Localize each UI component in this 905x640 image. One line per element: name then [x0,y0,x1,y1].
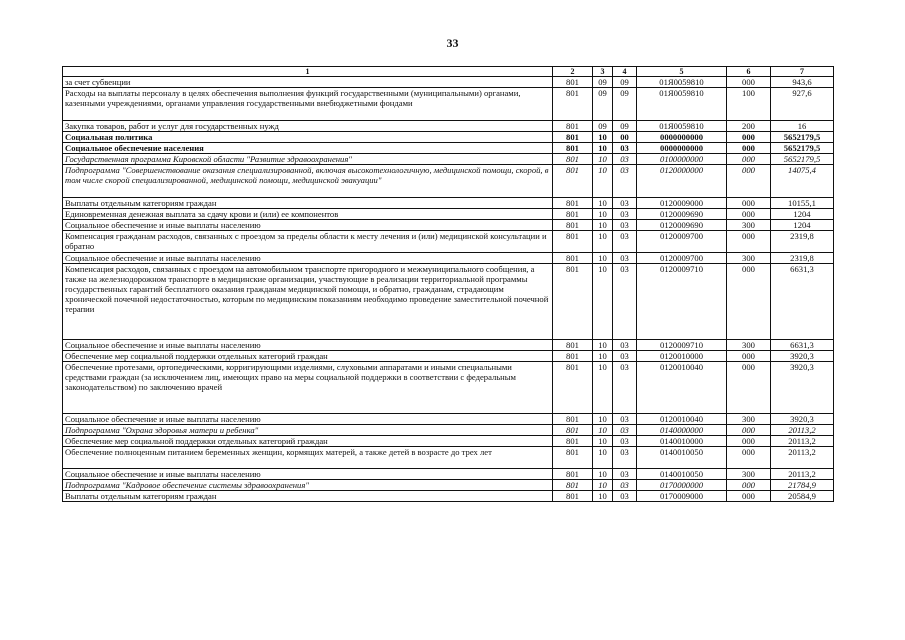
row-name-cell: Подпрограмма "Охрана здоровья матери и ребенка" [63,425,553,436]
table-row [63,220,834,231]
row-name-cell: Расходы на выплаты персоналу в целях обеспечения выполнения функций государственными (муниципальными) органами, казенными учреждениями, органами управления государственными внебюджетными фондами [63,88,553,121]
row-code-cell: 801 [553,436,593,447]
row-expense-type-cell: 200 [727,121,771,132]
row-code-cell: 801 [553,253,593,264]
table-row [63,143,834,154]
row-expense-type-cell: 300 [727,220,771,231]
row-amount-cell: 6631,3 [771,340,834,351]
row-section-cell: 10 [593,165,613,198]
row-code-cell: 801 [553,121,593,132]
row-code-cell: 801 [553,143,593,154]
row-code-cell: 801 [553,414,593,425]
row-amount-cell: 2319,8 [771,231,834,253]
row-section-cell: 09 [593,121,613,132]
row-expense-type-cell: 000 [727,198,771,209]
row-expense-type-cell: 300 [727,469,771,480]
row-expense-type-cell: 000 [727,143,771,154]
row-expense-type-cell: 000 [727,425,771,436]
row-code-cell: 801 [553,447,593,469]
row-section-cell: 10 [593,436,613,447]
row-amount-cell: 943,6 [771,77,834,88]
row-subsection-cell: 03 [613,220,637,231]
row-amount-cell: 10155,1 [771,198,834,209]
row-code-cell: 801 [553,264,593,340]
page-number: 33 [446,36,459,50]
row-target-article-cell: 0140010050 [637,469,727,480]
row-subsection-cell: 03 [613,362,637,414]
row-target-article-cell: 0170000000 [637,480,727,491]
header-col-5: 5 [637,67,727,77]
row-section-cell: 10 [593,469,613,480]
row-subsection-cell: 03 [613,480,637,491]
row-section-cell: 10 [593,480,613,491]
row-subsection-cell: 03 [613,414,637,425]
row-section-cell: 10 [593,414,613,425]
row-subsection-cell: 03 [613,209,637,220]
row-section-cell: 10 [593,209,613,220]
row-expense-type-cell: 000 [727,362,771,414]
table-row [63,340,834,351]
row-name-cell: Подпрограмма "Совершенствование оказания специализированной, включая высокотехнологичную, медицинской помощи, скорой, в том числе скорой специализированной, медицинской помощи, медицинской эвакуации" [63,165,553,198]
row-target-article-cell: 0140000000 [637,425,727,436]
header-col-7: 7 [771,67,834,77]
row-subsection-cell: 03 [613,425,637,436]
row-section-cell: 10 [593,491,613,502]
row-code-cell: 801 [553,480,593,491]
row-amount-cell: 5652179,5 [771,154,834,165]
row-section-cell: 10 [593,351,613,362]
row-name-cell: Единовременная денежная выплата за сдачу крови и (или) ее компонентов [63,209,553,220]
row-subsection-cell: 00 [613,132,637,143]
row-amount-cell: 1204 [771,220,834,231]
table-row [63,121,834,132]
row-code-cell: 801 [553,198,593,209]
row-expense-type-cell: 000 [727,209,771,220]
row-target-article-cell: 0120009710 [637,264,727,340]
row-code-cell: 801 [553,491,593,502]
table-row [63,77,834,88]
row-amount-cell: 14075,4 [771,165,834,198]
row-name-cell: Закупка товаров, работ и услуг для государственных нужд [63,121,553,132]
header-col-6: 6 [727,67,771,77]
table-row [63,436,834,447]
row-subsection-cell: 03 [613,143,637,154]
row-target-article-cell: 0120009690 [637,209,727,220]
row-section-cell: 10 [593,362,613,414]
row-name-cell: Обеспечение мер социальной поддержки отдельных категорий граждан [63,351,553,362]
row-amount-cell: 16 [771,121,834,132]
row-name-cell: за счет субвенции [63,77,553,88]
row-subsection-cell: 03 [613,340,637,351]
row-target-article-cell: 01Я0059810 [637,88,727,121]
table-row [63,253,834,264]
row-target-article-cell: 0000000000 [637,132,727,143]
table-row [63,425,834,436]
row-amount-cell: 20113,2 [771,469,834,480]
row-amount-cell: 3920,3 [771,414,834,425]
row-subsection-cell: 09 [613,77,637,88]
row-section-cell: 10 [593,264,613,340]
table-row [63,447,834,469]
row-target-article-cell: 0140010000 [637,436,727,447]
table-row [63,414,834,425]
row-target-article-cell: 0000000000 [637,143,727,154]
row-target-article-cell: 0120010040 [637,414,727,425]
row-amount-cell: 3920,3 [771,362,834,414]
row-target-article-cell: 0120009700 [637,253,727,264]
row-section-cell: 10 [593,231,613,253]
row-subsection-cell: 03 [613,469,637,480]
row-name-cell: Обеспечение полноценным питанием беременных женщин, кормящих матерей, а также детей в возрасте до трех лет [63,447,553,469]
row-expense-type-cell: 000 [727,231,771,253]
row-expense-type-cell: 000 [727,491,771,502]
row-subsection-cell: 03 [613,436,637,447]
row-code-cell: 801 [553,220,593,231]
row-amount-cell: 21784,9 [771,480,834,491]
table-row [63,198,834,209]
row-expense-type-cell: 000 [727,154,771,165]
table-row [63,264,834,340]
row-target-article-cell: 0140010050 [637,447,727,469]
row-code-cell: 801 [553,340,593,351]
row-name-cell: Подпрограмма "Кадровое обеспечение системы здравоохранения" [63,480,553,491]
row-code-cell: 801 [553,88,593,121]
row-amount-cell: 927,6 [771,88,834,121]
row-section-cell: 10 [593,132,613,143]
row-subsection-cell: 03 [613,264,637,340]
row-section-cell: 10 [593,198,613,209]
row-name-cell: Социальное обеспечение и иные выплаты населению [63,469,553,480]
header-col-1: 1 [63,67,553,77]
row-expense-type-cell: 000 [727,165,771,198]
row-target-article-cell: 01Я0059810 [637,77,727,88]
row-code-cell: 801 [553,77,593,88]
row-target-article-cell: 0120009700 [637,231,727,253]
table-body [63,77,834,502]
row-amount-cell: 5652179,5 [771,132,834,143]
table-row [63,362,834,414]
row-expense-type-cell: 000 [727,264,771,340]
row-subsection-cell: 03 [613,154,637,165]
row-name-cell: Выплаты отдельным категориям граждан [63,491,553,502]
row-amount-cell: 20113,2 [771,436,834,447]
row-name-cell: Выплаты отдельным категориям граждан [63,198,553,209]
header-col-3: 3 [593,67,613,77]
row-name-cell: Социальное обеспечение и иные выплаты населению [63,253,553,264]
row-amount-cell: 5652179,5 [771,143,834,154]
row-name-cell: Компенсация гражданам расходов, связанных с проездом за пределы области к месту лечения и (или) медицинской консультации и обратно [63,231,553,253]
row-subsection-cell: 03 [613,351,637,362]
row-amount-cell: 1204 [771,209,834,220]
row-code-cell: 801 [553,351,593,362]
row-section-cell: 09 [593,77,613,88]
header-row [63,67,834,77]
row-name-cell: Обеспечение протезами, ортопедическими, корригирующими изделиями, слуховыми аппаратами и иными специальными средствами граждан (за исключением лиц, имеющих право на меры социальной поддержки в соответствии с федеральным законодательством) по заключению врачей [63,362,553,414]
row-subsection-cell: 03 [613,253,637,264]
row-amount-cell: 20584,9 [771,491,834,502]
row-section-cell: 10 [593,143,613,154]
table-row [63,469,834,480]
row-subsection-cell: 03 [613,447,637,469]
row-amount-cell: 2319,8 [771,253,834,264]
row-expense-type-cell: 000 [727,351,771,362]
row-code-cell: 801 [553,231,593,253]
row-section-cell: 10 [593,447,613,469]
row-target-article-cell: 0120010040 [637,362,727,414]
row-subsection-cell: 09 [613,121,637,132]
row-target-article-cell: 0120000000 [637,165,727,198]
row-subsection-cell: 03 [613,198,637,209]
row-target-article-cell: 0170009000 [637,491,727,502]
row-name-cell: Социальная политика [63,132,553,143]
row-code-cell: 801 [553,154,593,165]
table-row [63,209,834,220]
row-amount-cell: 6631,3 [771,264,834,340]
row-expense-type-cell: 300 [727,414,771,425]
table-row [63,132,834,143]
row-subsection-cell: 03 [613,231,637,253]
row-expense-type-cell: 000 [727,480,771,491]
row-name-cell: Государственная программа Кировской области "Развитие здравоохранения" [63,154,553,165]
row-name-cell: Социальное обеспечение и иные выплаты населению [63,340,553,351]
row-section-cell: 10 [593,154,613,165]
row-code-cell: 801 [553,469,593,480]
row-name-cell: Социальное обеспечение и иные выплаты населению [63,220,553,231]
table-row [63,154,834,165]
row-amount-cell: 20113,2 [771,425,834,436]
row-code-cell: 801 [553,362,593,414]
table-row [63,88,834,121]
table-row [63,351,834,362]
row-amount-cell: 20113,2 [771,447,834,469]
row-name-cell: Компенсация расходов, связанных с проездом на автомобильном транспорте пригородного и межмуниципального сообщения, а также на железнодорожном транспорте в медицинские организации, участвующие в реализации территориальной программы государственных гарантий бесплатного оказания гражданам медицинской помощи, и обратно, гражданам, страдающим хронической почечной недостаточностью, которым по медицинским показаниям необходимо проведение заместительной почечной терапии [63,264,553,340]
row-amount-cell: 3920,3 [771,351,834,362]
row-section-cell: 10 [593,425,613,436]
row-section-cell: 10 [593,340,613,351]
table-row [63,480,834,491]
row-name-cell: Социальное обеспечение населения [63,143,553,154]
row-target-article-cell: 0120009000 [637,198,727,209]
row-expense-type-cell: 300 [727,253,771,264]
row-name-cell: Обеспечение мер социальной поддержки отдельных категорий граждан [63,436,553,447]
row-subsection-cell: 03 [613,491,637,502]
row-target-article-cell: 01Я0059810 [637,121,727,132]
row-subsection-cell: 03 [613,165,637,198]
row-code-cell: 801 [553,425,593,436]
row-code-cell: 801 [553,132,593,143]
row-code-cell: 801 [553,165,593,198]
row-expense-type-cell: 000 [727,132,771,143]
row-section-cell: 10 [593,220,613,231]
row-target-article-cell: 0120009690 [637,220,727,231]
budget-table [62,66,834,502]
row-expense-type-cell: 100 [727,88,771,121]
row-target-article-cell: 0120009710 [637,340,727,351]
header-col-2: 2 [553,67,593,77]
row-target-article-cell: 0120010000 [637,351,727,362]
row-expense-type-cell: 000 [727,447,771,469]
header-col-4: 4 [613,67,637,77]
row-target-article-cell: 0100000000 [637,154,727,165]
row-section-cell: 09 [593,88,613,121]
row-code-cell: 801 [553,209,593,220]
row-expense-type-cell: 000 [727,77,771,88]
table-row [63,231,834,253]
table-row [63,491,834,502]
row-section-cell: 10 [593,253,613,264]
table-row [63,165,834,198]
row-name-cell: Социальное обеспечение и иные выплаты населению [63,414,553,425]
row-expense-type-cell: 300 [727,340,771,351]
row-expense-type-cell: 000 [727,436,771,447]
row-subsection-cell: 09 [613,88,637,121]
